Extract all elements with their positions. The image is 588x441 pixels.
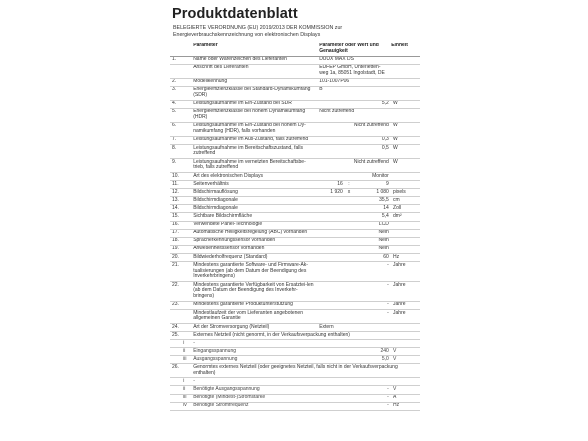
row-number: 7.	[170, 136, 192, 144]
row-unit: pixels	[390, 189, 420, 197]
row-value: EUFEP GmbH, Unterletten-weg 1a, 85051 Ingolstadt, DE	[318, 64, 390, 78]
row-value: 240	[318, 348, 390, 356]
table-row	[170, 144, 420, 158]
row-unit: W	[390, 122, 420, 136]
row-number: 5.	[170, 108, 192, 122]
row-unit: dm²	[390, 213, 420, 221]
table-header-row	[170, 43, 420, 57]
row-parameter: Mindestlaufzeit der vom Lieferanten angebotenen allgemeinen Garantie	[192, 309, 318, 323]
row-unit: W	[390, 158, 420, 172]
row-subindex: i	[182, 378, 192, 386]
table-row	[170, 56, 420, 64]
table-row	[170, 197, 420, 205]
table-row	[170, 340, 420, 348]
row-number: 20.	[170, 253, 192, 261]
row-value: -	[318, 281, 390, 301]
row-number: 10.	[170, 172, 192, 180]
row-unit	[390, 64, 420, 78]
row-value-a: 1 920	[318, 189, 344, 197]
row-parameter: Energieeffizienzklasse bei Standard-Dynamikumfang (SDR)	[192, 86, 318, 100]
row-number: 26.	[170, 364, 192, 378]
row-value	[318, 378, 390, 386]
table-row	[170, 364, 420, 378]
row-number: 25.	[170, 332, 192, 340]
table-row	[170, 108, 420, 122]
row-parameter: Spracherkennungssensor vorhanden	[192, 237, 318, 245]
row-number	[170, 309, 192, 323]
row-value-separator: :	[344, 181, 354, 189]
row-value	[318, 340, 390, 348]
row-parameter: Leistungsaufnahme im Aus-Zustand, falls zutreffend	[192, 136, 318, 144]
row-number: 16.	[170, 221, 192, 229]
row-unit: W	[390, 144, 420, 158]
table-row	[170, 356, 420, 364]
row-unit	[390, 340, 420, 348]
row-value: Nicht zutreffend	[318, 122, 390, 136]
row-parameter: Bildschirmdiagonale	[192, 197, 318, 205]
row-unit: V	[390, 356, 420, 364]
table-row	[170, 205, 420, 213]
row-value: -	[318, 262, 390, 282]
row-parameter: Benötigte Ausgangsspannung	[192, 386, 318, 394]
table-row	[170, 221, 420, 229]
row-parameter: Bildschirmdiagonale	[192, 205, 318, 213]
table-row	[170, 253, 420, 261]
row-value: -	[318, 402, 390, 410]
row-unit: Jahre	[390, 309, 420, 323]
row-section-heading: Externes Netzteil (nicht genormt, in der Verkaufsverpackung enthalten)	[192, 332, 420, 340]
row-unit: Hz	[390, 402, 420, 410]
row-unit: Jahre	[390, 281, 420, 301]
row-number: 4.	[170, 100, 192, 108]
row-unit: cm	[390, 197, 420, 205]
row-number: 15.	[170, 213, 192, 221]
table-row	[170, 332, 420, 340]
table-row	[170, 172, 420, 180]
row-parameter: Name oder Warenzeichen des Lieferanten	[192, 56, 318, 64]
table-row	[170, 136, 420, 144]
row-unit: W	[390, 100, 420, 108]
row-number	[170, 348, 182, 356]
row-parameter: Mindestens garantierte Produktunterstützung	[192, 301, 318, 309]
row-parameter: -	[192, 378, 318, 386]
table-row	[170, 394, 420, 402]
table-row	[170, 262, 420, 282]
table-row	[170, 181, 420, 189]
row-value-b: 1 080	[354, 189, 390, 197]
row-unit: Zoll	[390, 205, 420, 213]
row-number: 18.	[170, 237, 192, 245]
row-number: 22.	[170, 281, 192, 301]
row-parameter: Leistungsaufnahme im vernetzten Bereitschaftsbe-trieb, falls zutreffend	[192, 158, 318, 172]
row-number: 11.	[170, 181, 192, 189]
table-row	[170, 378, 420, 386]
row-value: 0,5	[318, 144, 390, 158]
row-parameter: Leistungsaufnahme im Ein-Zustand bei hohem Dy-namikumfang (HDR), falls vorhanden	[192, 122, 318, 136]
row-number: 12.	[170, 189, 192, 197]
row-unit	[390, 108, 420, 122]
table-row	[170, 158, 420, 172]
row-unit	[390, 237, 420, 245]
header-num	[170, 43, 192, 57]
datasheet-page	[170, 0, 420, 411]
row-unit: V	[390, 386, 420, 394]
row-parameter: Automatische Helligkeitsregelung (ABC) vorhanden	[192, 229, 318, 237]
table-row	[170, 402, 420, 410]
row-parameter: -	[192, 340, 318, 348]
row-parameter: Sichtbare Bildschirmfläche	[192, 213, 318, 221]
row-subindex: i	[182, 340, 192, 348]
row-subindex: ii	[182, 348, 192, 356]
row-parameter: Leistungsaufnahme im Ein-Zustand bei SDR	[192, 100, 318, 108]
table-row	[170, 348, 420, 356]
table-row	[170, 301, 420, 309]
header-parameter: Parameter	[192, 43, 318, 57]
row-unit: W	[390, 136, 420, 144]
row-number	[170, 394, 182, 402]
row-subindex: iv	[182, 402, 192, 410]
row-value: 0,3	[318, 136, 390, 144]
row-value-a: 16	[318, 181, 344, 189]
row-value: Extern	[318, 323, 390, 331]
table-row	[170, 309, 420, 323]
row-value: -	[318, 301, 390, 309]
table-row	[170, 229, 420, 237]
table-row	[170, 122, 420, 136]
row-parameter: Seitenverhältnis	[192, 181, 318, 189]
row-number: 17.	[170, 229, 192, 237]
table-row	[170, 281, 420, 301]
row-value: Nein	[318, 237, 390, 245]
row-parameter: Leistungsaufnahme im Bereitschaftszustand, falls zutreffend	[192, 144, 318, 158]
row-subindex: ii	[182, 386, 192, 394]
row-parameter: Ausgangsspannung	[192, 356, 318, 364]
row-parameter: Anwesenheitssensor vorhanden	[192, 245, 318, 253]
row-value: 5,4	[318, 213, 390, 221]
row-number: 3.	[170, 86, 192, 100]
row-number	[170, 64, 192, 78]
row-parameter: Mindestens garantierte Verfügbarkeit von Ersatztei-len (ab dem Datum der Beendigung des Inverkehr-bringens)	[192, 281, 318, 301]
row-number: 1.	[170, 56, 192, 64]
row-number: 13.	[170, 197, 192, 205]
row-value: 101-1007P06	[318, 78, 390, 86]
row-unit: A	[390, 394, 420, 402]
row-value-separator: x	[344, 189, 354, 197]
row-number	[170, 340, 182, 348]
row-parameter: Art der Stromversorgung (Netzteil)	[192, 323, 318, 331]
row-unit	[390, 78, 420, 86]
row-number: 21.	[170, 262, 192, 282]
table-row	[170, 189, 420, 197]
row-value: Nein	[318, 245, 390, 253]
row-value: -	[318, 394, 390, 402]
row-number: 9.	[170, 158, 192, 172]
row-value: Nicht zutreffend	[318, 158, 390, 172]
row-number: 19.	[170, 245, 192, 253]
row-unit	[390, 229, 420, 237]
row-value: 35,5	[318, 197, 390, 205]
table-row	[170, 86, 420, 100]
table-row	[170, 237, 420, 245]
table-row	[170, 100, 420, 108]
row-number: 8.	[170, 144, 192, 158]
row-value: DUUX MAX DS	[318, 56, 390, 64]
row-unit	[390, 56, 420, 64]
row-value: Nein	[318, 229, 390, 237]
row-value: Monitor	[318, 172, 390, 180]
row-unit: Jahre	[390, 301, 420, 309]
table-row	[170, 213, 420, 221]
table-row	[170, 245, 420, 253]
row-number: 23.	[170, 301, 192, 309]
row-parameter: Benötigte (Mindest-)Stromstärke	[192, 394, 318, 402]
row-value: 5,2	[318, 100, 390, 108]
row-parameter: Eingangsspannung	[192, 348, 318, 356]
row-unit	[390, 323, 420, 331]
row-unit	[390, 245, 420, 253]
row-number: 14.	[170, 205, 192, 213]
row-value: 5,0	[318, 356, 390, 364]
row-value: -	[318, 309, 390, 323]
row-parameter: Modellkennung	[192, 78, 318, 86]
row-number: 24.	[170, 323, 192, 331]
table-row	[170, 64, 420, 78]
row-number	[170, 356, 182, 364]
row-value: LCD	[318, 221, 390, 229]
row-unit: V	[390, 348, 420, 356]
row-unit	[390, 221, 420, 229]
regulation-subtitle: BELEGIERTE VERORDNUNG (EU) 2019/2013 DER KOMMISSION zur Energieverbrauchskennzeichnung von elektronischen Displays	[173, 25, 343, 38]
row-parameter: Mindestens garantierte Software- und Firmware-Ak-tualisierungen (ab dem Datum der Beendigung des Inverkehrbringens)	[192, 262, 318, 282]
row-parameter: Verwendete Panel-Technologie	[192, 221, 318, 229]
row-unit	[390, 378, 420, 386]
row-parameter: Bildschirmauflösung	[192, 189, 318, 197]
row-value: 60	[318, 253, 390, 261]
row-subindex: iii	[182, 356, 192, 364]
row-parameter: Bildwiederholfrequenz (Standard)	[192, 253, 318, 261]
page-title: Produktdatenblatt	[172, 6, 298, 22]
row-unit	[390, 172, 420, 180]
row-parameter: Anschrift des Lieferanten	[192, 64, 318, 78]
row-value: Nicht zutreffend	[318, 108, 390, 122]
table-row	[170, 386, 420, 394]
header-value: Parameter oder Wert und Genauigkeit	[318, 43, 390, 57]
row-number	[170, 386, 182, 394]
row-parameter: Benötigte Stromfrequenz	[192, 402, 318, 410]
row-subindex: iii	[182, 394, 192, 402]
header-unit: Einheit	[390, 43, 420, 57]
datasheet-table	[170, 43, 420, 411]
row-number: 6.	[170, 122, 192, 136]
row-value: -	[318, 386, 390, 394]
row-parameter: Art des elektronischen Displays	[192, 172, 318, 180]
row-section-heading: Genormtes externes Netzteil (oder geeignetes Netzteil, falls nicht in der Verkaufsverpackung enthalten)	[192, 364, 420, 378]
row-number	[170, 378, 182, 386]
row-unit: Hz	[390, 253, 420, 261]
row-value: B	[318, 86, 390, 100]
row-value: 14	[318, 205, 390, 213]
row-unit	[390, 86, 420, 100]
row-number	[170, 402, 182, 410]
row-unit: Jahre	[390, 262, 420, 282]
row-parameter: Energieeffizienzklasse bei hohem Dynamikumfang (HDR)	[192, 108, 318, 122]
table-row	[170, 323, 420, 331]
row-number: 2.	[170, 78, 192, 86]
row-unit	[390, 181, 420, 189]
row-value-b: 9	[354, 181, 390, 189]
table-row	[170, 78, 420, 86]
